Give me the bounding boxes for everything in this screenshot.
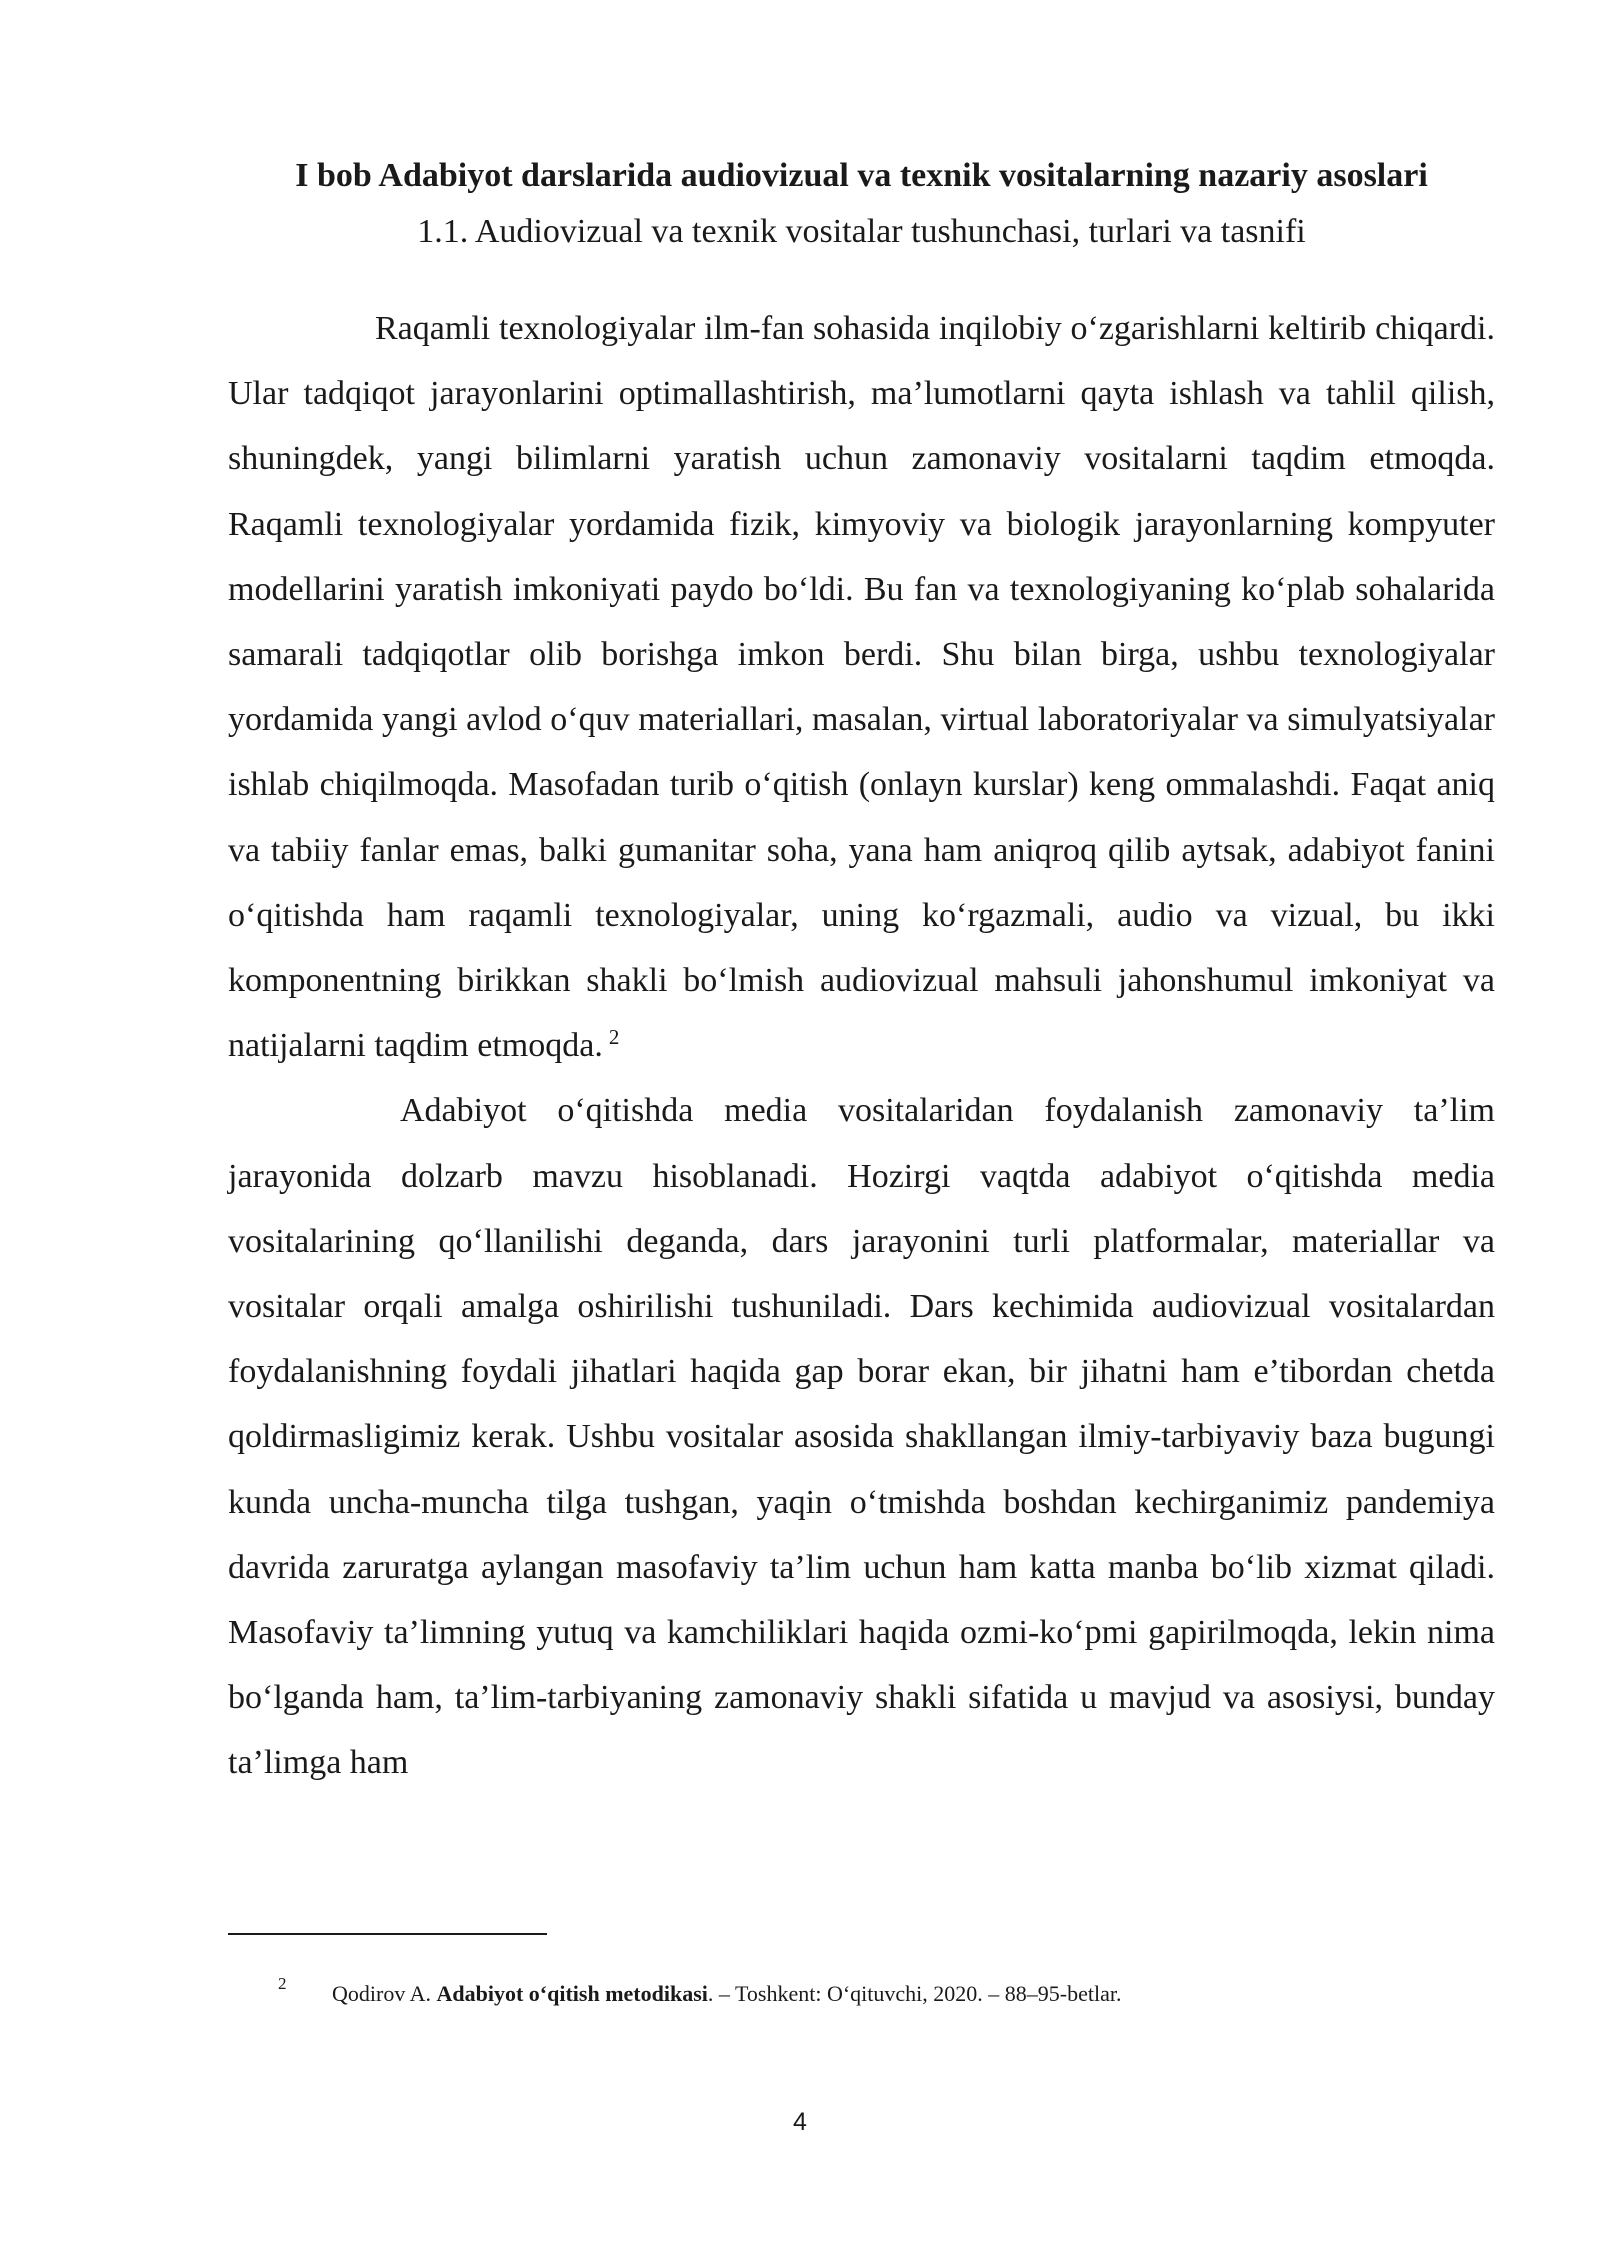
section-title: 1.1. Audiovizual va texnik vositalar tushunchasi, turlari va tasnifi xyxy=(417,213,1306,250)
paragraph-1-text: Raqamli texnologiyalar ilm-fan sohasida inqilobiy o‘zgarishlarni keltirib chiqardi. Ular tadqiqot jarayonlarini optimallashtirish, ma’lumotlarni qayta ishlash va tahlil qilish, shuningdek, yangi bilimlarni yaratish uchun zamonaviy vositalarni taqdim etmoqda. Raqamli texnologiyalar yordamida fizik, kimyoviy va biologik jarayonlarning kompyuter modellarini yaratish imkoniyati paydo bo‘ldi. Bu fan va texnologiyaning ko‘plab sohalarida samarali tadqiqotlar olib borishga imkon berdi. Shu bilan birga, ushbu texnologiyalar yordamida yangi avlod o‘quv materiallari, masalan, virtual laboratoriyalar va simulyatsiyalar ishlab chiqilmoqda. Masofadan turib o‘qitish (onlayn kurslar) keng ommalashdi. Faqat aniq va tabiiy fanlar emas, balki gumanitar soha, yana ham aniqroq qilib aytsak, adabiyot fanini o‘qitishda ham raqamli texnologiyalar, uning ko‘rgazmali, audio va vizual, bu ikki komponentning birikkan shakli bo‘lmish audiovizual mahsuli jahonshumul imkoniyat va natijalarni taqdim etmoqda. xyxy=(228,310,1495,1065)
chapter-title: I bob Adabiyot darslarida audiovizual va texnik vositalarning nazariy asoslari xyxy=(295,157,1428,194)
paragraph-2-text: Adabiyot o‘qitishda media vositalaridan foydalanish zamonaviy ta’lim jarayonida dolzarb mavzu hisoblanadi. Hozirgi vaqtda adabiyot o‘qitishda media vositalarining qo‘llanilishi deganda, dars jarayonini turli platformalar, materiallar va vositalar orqali amalga oshirilishi tushuniladi. Dars kechimida audiovizual vositalardan foydalanishning foydali jihatlari haqida gap borar ekan, bir jihatni ham e’tibordan chetda qoldirmasligimiz kerak. Ushbu vositalar asosida shakllangan ilmiy-tarbiyaviy baza bugungi kunda uncha-muncha tilga tushgan, yaqin o‘tmishda boshdan kechirganimiz pandemiya davrida zaruratga aylangan masofaviy ta’lim uchun ham katta manba bo‘lib xizmat qiladi. Masofaviy ta’limning yutuq va kamchiliklari haqida ozmi-ko‘pmi gapirilmoqda, lekin nima bo‘lganda ham, ta’lim-tarbiyaning zamonaviy shakli sifatida u mavjud va asosiysi, bunday ta’limga ham xyxy=(228,1092,1495,1782)
footnote-title: Adabiyot o‘qitish metodikasi xyxy=(436,1981,708,2006)
footnote-text xyxy=(332,1978,1121,2010)
page-content xyxy=(228,148,1495,1796)
body-paragraph-1 xyxy=(228,296,1495,1078)
footnote-number: 2 xyxy=(278,1974,287,1993)
footnote-reference[interactable]: 2 xyxy=(608,1024,620,1049)
page-number: 4 xyxy=(793,2108,807,2136)
footnote-author: Qodirov A. xyxy=(332,1981,431,2006)
body-paragraph-2 xyxy=(228,1078,1495,1795)
footnote-details: . – Toshkent: O‘qituvchi, 2020. – 88–95-betlar. xyxy=(707,1981,1122,2006)
footnote-separator xyxy=(228,1933,547,1935)
